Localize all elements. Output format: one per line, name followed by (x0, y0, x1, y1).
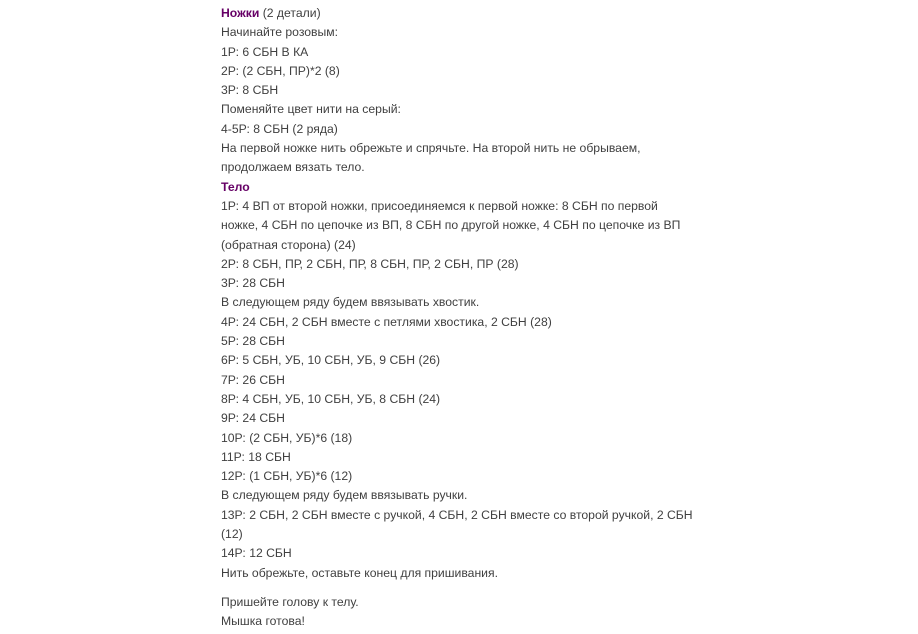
pattern-line: 11Р: 18 СБН (221, 449, 291, 464)
pattern-line: 7Р: 26 СБН (221, 372, 285, 387)
pattern-line: 6Р: 5 СБН, УБ, 10 СБН, УБ, 9 СБН (26) (221, 353, 441, 368)
pattern-line: 13Р: 2 СБН, 2 СБН вместе с ручкой, 4 СБН, 2 СБН вместе со второй ручкой, 2 СБН (221, 507, 693, 522)
pattern-line: 3Р: 28 СБН (221, 276, 285, 291)
legs-heading-line (221, 4, 701, 23)
pattern-line: 1Р: 6 СБН В КА (221, 44, 309, 59)
pattern-line: Поменяйте цвет нити на серый: (221, 102, 401, 117)
pattern-line: Мышка готова! (221, 614, 305, 629)
pattern-line: Нить обрежьте, оставьте конец для пришивания. (221, 565, 498, 580)
legs-parts-note: (2 детали) (259, 6, 321, 20)
pattern-line: (12) (221, 527, 243, 542)
pattern-line: В следующем ряду будем ввязывать хвостик. (221, 295, 480, 310)
pattern-line: (обратная сторона) (24) (221, 237, 356, 252)
pattern-line: 9Р: 24 СБН (221, 411, 285, 426)
pattern-line: Пришейте голову к телу. (221, 594, 359, 609)
pattern-line: продолжаем вязать тело. (221, 160, 365, 175)
section-heading-body: Тело (221, 179, 250, 194)
pattern-line: 5Р: 28 СБН (221, 334, 285, 349)
pattern-line: 4Р: 24 СБН, 2 СБН вместе с петлями хвостика, 2 СБН (28) (221, 314, 552, 329)
pattern-line: 10Р: (2 СБН, УБ)*6 (18) (221, 430, 353, 445)
pattern-line: 4-5Р: 8 СБН (2 ряда) (221, 121, 338, 136)
pattern-line: На первой ножке нить обрежьте и спрячьте. На второй нить не обрываем, (221, 141, 641, 156)
pattern-line: 2Р: 8 СБН, ПР, 2 СБН, ПР, 8 СБН, ПР, 2 СБН, ПР (28) (221, 256, 519, 271)
section-heading-legs: Ножки (221, 6, 260, 20)
pattern-line: ножке, 4 СБН по цепочке из ВП, 8 СБН по другой ножке, 4 СБН по цепочке из ВП (221, 218, 681, 233)
pattern-line: 14Р: 12 СБН (221, 546, 292, 561)
pattern-line: 2Р: (2 СБН, ПР)*2 (8) (221, 63, 340, 78)
pattern-line: В следующем ряду будем ввязывать ручки. (221, 488, 468, 503)
pattern-line: 8Р: 4 СБН, УБ, 10 СБН, УБ, 8 СБН (24) (221, 391, 441, 406)
paragraph-gap (221, 583, 701, 593)
pattern-line: 3Р: 8 СБН (221, 83, 279, 98)
pattern-line: Начинайте розовым: (221, 25, 339, 40)
pattern-line: 1Р: 4 ВП от второй ножки, присоединяемся к первой ножке: 8 СБН по первой (221, 198, 658, 213)
pattern-text (221, 4, 701, 632)
pattern-line: 12Р: (1 СБН, УБ)*6 (12) (221, 469, 353, 484)
